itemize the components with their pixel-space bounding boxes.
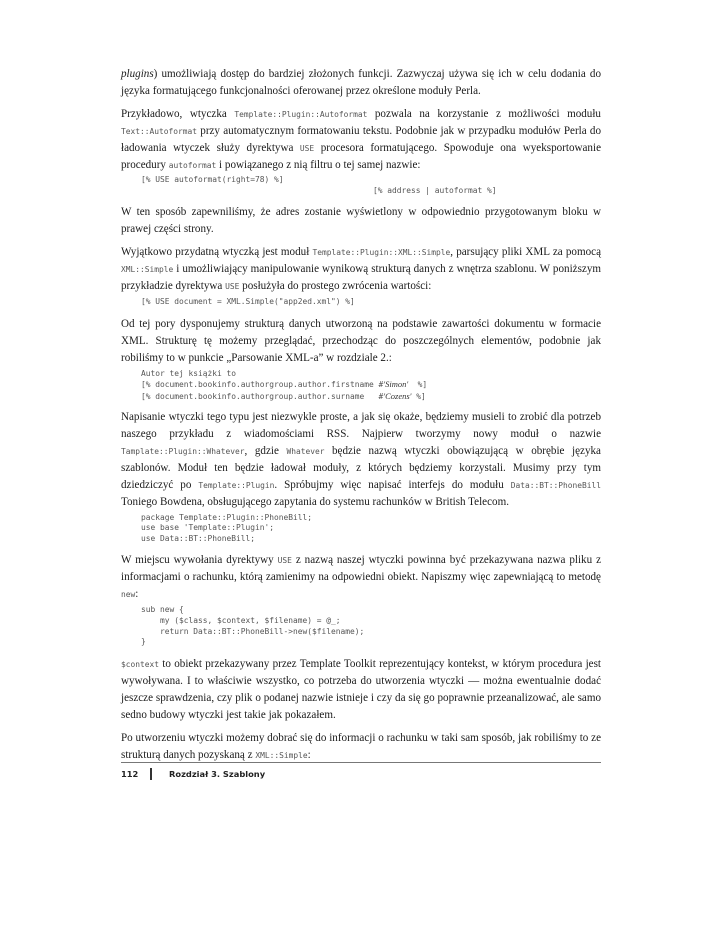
paragraph-text: W miejscu wywołania dyrektywy: [121, 554, 278, 567]
paragraph-4: [121, 244, 601, 295]
code-line: [141, 379, 601, 391]
code-text: %]: [411, 391, 426, 401]
paragraph-8: [121, 656, 601, 724]
code-block-4: package Template::Plugin::PhoneBill; use base 'Template::Plugin'; use Data::BT::PhoneBill;: [141, 512, 313, 543]
inline-code: $context: [121, 659, 160, 669]
paragraph-text: Po utworzeniu wtyczki możemy dobrać się do informacji o rachunku w taki sam sposób, jak robiliśmy to ze strukturą danych pozyskaną z: [121, 731, 601, 761]
code-block-2: [% USE document = XML.Simple("app2ed.xml") %]: [141, 297, 355, 307]
page-footer: [121, 762, 601, 783]
paragraph-text: będzie nazwą wtyczki obowiązującą w obrębie języka szablonów. Moduł ten będzie ładował moduły, z których będziemy korzystali. Musimy przy tym dziedziczyć po: [121, 444, 601, 491]
paragraph-text: przy automatycznym formatowaniu tekstu. Podobnie jak w przypadku modułów Perla do ładowania wtyczek służy dyrektywa: [121, 125, 601, 154]
paragraph-1: [121, 66, 601, 100]
code-block-3: [141, 369, 601, 403]
inline-code: USE: [299, 144, 315, 153]
inline-code: autoformat: [168, 161, 217, 170]
paragraph-text: Toniego Bowdena, obsługującego zapytania do systemu rachunków w British Telecom.: [121, 495, 509, 508]
code-line: [141, 391, 601, 403]
paragraph-text: pozwala na korzystanie z możliwości modułu: [367, 108, 601, 120]
inline-code: USE: [277, 556, 292, 566]
code-text: [% document.bookinfo.authorgroup.author.firstname #: [141, 380, 384, 390]
inline-code: XML::Simple: [255, 750, 308, 760]
page-number: 112: [121, 769, 139, 779]
paragraph-text: to obiekt przekazywany przez Template Toolkit reprezentujący kontekst, w którym procedura jest wywoływana. I to właściwie wszystko, co potrzeba do utworzenia wtyczki — można ewentualnie dodać jeszcze sprawdzenia, czy plik o podanej nazwie istnieje i czy da się go poprawnie przeanalizować, ale samo sedno budowy wtyczki jest takie jak pokazałem.: [121, 657, 601, 721]
inline-code: new: [121, 590, 136, 600]
paragraph-text: Wyjątkowo przydatną wtyczką jest moduł: [121, 246, 313, 259]
inline-code: Template::Plugin: [198, 480, 275, 490]
code-line: [% USE autoformat(right=78) %]: [141, 175, 284, 184]
inline-code: Template::Plugin::XML::Simple: [312, 248, 451, 258]
code-block-5: sub new { my ($class, $context, $filename) = @_; return Data::BT::PhoneBill->new($filename); }: [141, 605, 365, 647]
chapter-title: Rozdział 3. Szablony: [169, 769, 266, 779]
code-text: [% document.bookinfo.authorgroup.author.surname #: [141, 391, 384, 401]
paragraph-text: , parsujący pliki XML za pomocą: [450, 246, 601, 259]
code-text: %]: [408, 380, 428, 390]
paragraph-text: Napisanie wtyczki tego typu jest niezwykle proste, a jak się okaże, będziemy musieli to zrobić dla potrzeb naszego przykładu z wiadomościami RSS. Najpierw tworzymy nowy moduł o nazwie: [121, 410, 601, 440]
code-block-1: [141, 175, 601, 196]
inline-code: Tamplate::Plugin::Whatever: [121, 446, 245, 456]
paragraph-text: posłużyła do prostego zwrócenia wartości:: [239, 280, 432, 293]
paragraph-text: , gdzie: [244, 444, 287, 457]
paragraph-2: [121, 106, 601, 174]
inline-code: Template::Plugin::Autoformat: [234, 110, 368, 119]
page-body: [121, 66, 601, 764]
inline-code: Text::Autoformat: [121, 127, 198, 136]
code-comment: 'Simon': [383, 379, 409, 390]
paragraph-text: Przykładowo, wtyczka: [121, 108, 235, 120]
code-comment: 'Cozens': [383, 390, 412, 401]
paragraph-9: [121, 730, 601, 764]
paragraph-text: :: [307, 748, 311, 761]
paragraph-text: i powiązanego z nią filtru o tej samej nazwie:: [216, 159, 421, 171]
inline-code: Data::BT::PhoneBill: [510, 480, 602, 490]
paragraph-7: [121, 552, 601, 603]
paragraph-5: Od tej pory dysponujemy strukturą danych utworzoną na podstawie zawartości dokumentu w formacie XML. Strukturę tę możemy przeglądać, przechodząc do poszczególnych elementów, podobnie jak robiliśmy to w punkcie „Parsowanie XML-a” w rozdziale 2.:: [121, 317, 601, 364]
code-line: Autor tej książki to: [141, 368, 237, 378]
paragraph-text: procesora formatującego. Spowoduje ona wyeksportowanie procedury: [121, 142, 601, 171]
paragraph-text: :: [135, 588, 139, 601]
paragraph-6: [121, 409, 601, 511]
paragraph-text: . Spróbujmy więc napisać interfejs do modułu: [274, 478, 511, 491]
inline-code: Whatever: [286, 446, 325, 456]
paragraph-text: ) umożliwiają dostęp do bardziej złożonych funkcji. Zazwyczaj używa się ich w celu dodania do języka formatującego funkcjonalności oferowanej przez określone moduły Perla.: [121, 68, 601, 97]
paragraph-text: i umożliwiający manipulowanie wynikową strukturą danych z wnętrza szablonu. W poniższym przykładzie dyrektywa: [121, 263, 601, 293]
paragraph-3: W ten sposób zapewniliśmy, że adres zostanie wyświetlony w odpowiednio przygotowanym bloku w prawej części strony.: [121, 206, 601, 236]
inline-code: USE: [225, 282, 240, 292]
code-line: [% address | autoformat %]: [373, 185, 497, 195]
footer-divider: [150, 768, 152, 780]
italic-term: plugins: [121, 68, 154, 80]
paragraph-text: z nazwą naszej wtyczki powinna być przekazywana nazwa pliku z informacjami o rachunku, którą zamienimy na odpowiedni obiekt. Napiszmy więc zapewniającą to metodę: [121, 554, 601, 584]
inline-code: XML::Simple: [121, 265, 174, 275]
